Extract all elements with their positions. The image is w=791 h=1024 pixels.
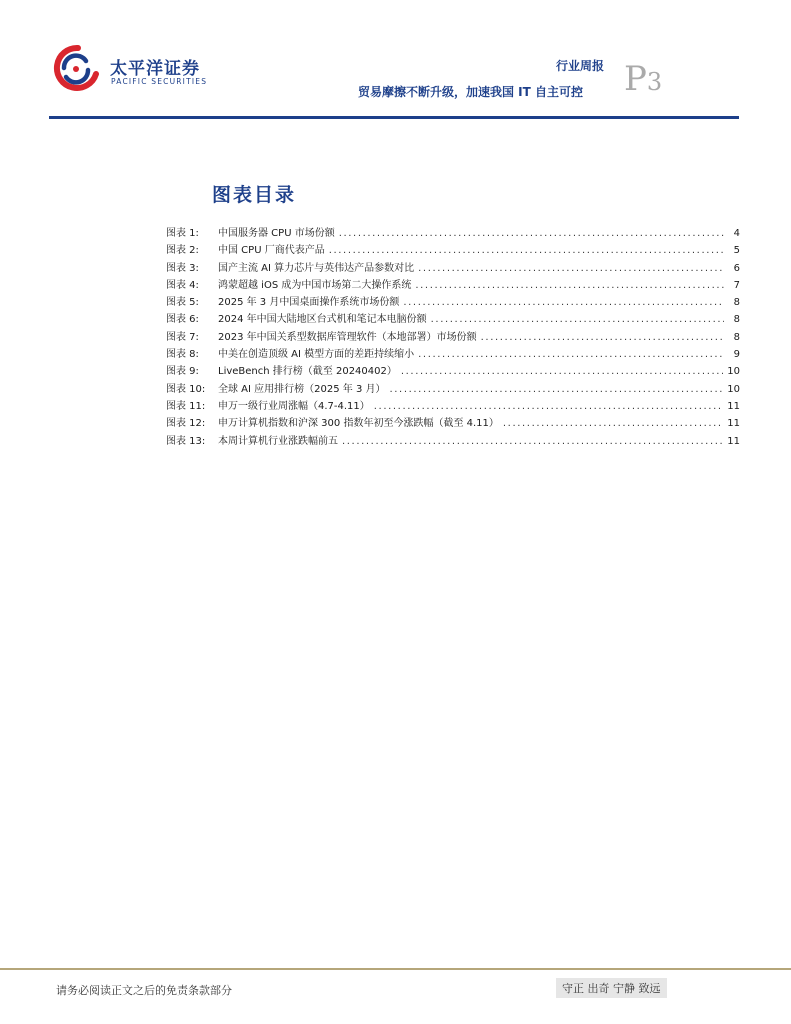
toc-item-page: 11	[727, 418, 740, 430]
toc-leader	[342, 436, 723, 447]
toc-item[interactable]	[166, 328, 740, 345]
footer-disclaimer: 请务必阅读正文之后的免责条款部分	[56, 984, 232, 997]
toc-item-page: 11	[727, 435, 740, 447]
toc-item[interactable]	[166, 310, 740, 327]
toc-item-label: 图表 6:	[166, 314, 199, 326]
toc-item-text: 2025 年 3 月中国桌面操作系统市场份额	[218, 297, 400, 309]
toc-leader	[339, 228, 724, 239]
toc-item-label: 图表 12:	[166, 418, 206, 430]
toc-title: 图表目录	[212, 184, 297, 206]
toc-leader	[415, 280, 724, 291]
toc-item-label: 图表 2:	[166, 245, 199, 257]
toc-leader	[503, 418, 723, 429]
toc-item[interactable]	[166, 397, 740, 414]
toc-item-text: 申万一级行业周涨幅（4.7-4.11）	[218, 400, 370, 412]
toc-item-text: 2023 年中国关系型数据库管理软件（本地部署）市场份额	[218, 331, 477, 343]
toc-item-page: 8	[733, 314, 740, 326]
toc-item-label: 图表 8:	[166, 349, 199, 361]
footer-divider	[0, 968, 791, 970]
toc-item-label: 图表 10:	[166, 383, 206, 395]
toc-leader	[329, 245, 724, 256]
toc-item-label: 图表 4:	[166, 279, 199, 291]
footer-motto: 守正 出奇 宁静 致远	[556, 978, 667, 998]
logo-emblem-icon	[52, 44, 102, 92]
page-prefix: P	[624, 59, 647, 99]
toc-list	[166, 224, 740, 449]
toc-leader	[401, 366, 723, 377]
toc-item-text: 申万计算机指数和沪深 300 指数年初至今涨跌幅（截至 4.11）	[218, 418, 499, 430]
toc-item[interactable]	[166, 432, 740, 449]
toc-item-page: 10	[727, 366, 740, 378]
toc-leader	[418, 349, 724, 360]
toc-item[interactable]	[166, 259, 740, 276]
toc-item-label: 图表 13:	[166, 435, 206, 447]
toc-item-page: 10	[727, 383, 740, 395]
report-category: 行业周报	[556, 59, 605, 73]
toc-item-label: 图表 5:	[166, 297, 199, 309]
report-title: 贸易摩擦不断升级，加速我国 IT 自主可控	[358, 85, 584, 99]
toc-item-label: 图表 3:	[166, 262, 199, 274]
toc-item-text: LiveBench 排行榜（截至 20240402）	[218, 366, 397, 378]
toc-item[interactable]	[166, 276, 740, 293]
toc-item-text: 鸿蒙超越 iOS 成为中国市场第二大操作系统	[218, 279, 412, 291]
toc-item-label: 图表 11:	[166, 400, 206, 412]
toc-leader	[374, 401, 723, 412]
toc-leader	[418, 263, 724, 274]
toc-item-text: 国产主流 AI 算力芯片与英伟达产品参数对比	[218, 262, 415, 274]
toc-item-page: 6	[733, 262, 740, 274]
toc-item[interactable]	[166, 380, 740, 397]
toc-leader	[403, 297, 724, 308]
toc-item-text: 全球 AI 应用排行榜（2025 年 3 月）	[218, 383, 386, 395]
toc-item-page: 11	[727, 400, 740, 412]
toc-item-page: 8	[733, 297, 740, 309]
company-logo	[52, 44, 210, 92]
toc-item-page: 5	[733, 245, 740, 257]
toc-item[interactable]	[166, 345, 740, 362]
toc-leader	[390, 384, 724, 395]
toc-item-text: 中国服务器 CPU 市场份额	[218, 228, 335, 239]
toc-item[interactable]	[166, 362, 740, 379]
toc-leader	[431, 314, 724, 325]
toc-item-page: 8	[733, 331, 740, 343]
header-divider	[49, 116, 739, 119]
toc-item-label: 图表 9:	[166, 366, 199, 378]
toc-item[interactable]	[166, 414, 740, 431]
logo-company-name-en: PACIFIC SECURITIES	[111, 77, 208, 86]
toc-item-page: 7	[733, 279, 740, 291]
toc-leader	[481, 332, 724, 343]
toc-item-text: 2024 年中国大陆地区台式机和笔记本电脑份额	[218, 314, 427, 326]
page-indicator	[624, 59, 663, 99]
toc-item-text: 本周计算机行业涨跌幅前五	[218, 435, 338, 447]
toc-item-text: 中国 CPU 厂商代表产品	[218, 245, 325, 257]
page-number: 3	[646, 68, 663, 96]
toc-item[interactable]	[166, 293, 740, 310]
toc-item[interactable]	[166, 241, 740, 258]
logo-company-name: 太平洋证券	[110, 59, 200, 79]
toc-item-page: 4	[733, 228, 740, 239]
toc-item[interactable]	[166, 224, 740, 241]
toc-item-page: 9	[733, 349, 740, 361]
toc-item-text: 中美在创造顶级 AI 模型方面的差距持续缩小	[218, 349, 415, 361]
toc-item-label: 图表 7:	[166, 331, 199, 343]
toc-item-label: 图表 1:	[166, 228, 199, 239]
